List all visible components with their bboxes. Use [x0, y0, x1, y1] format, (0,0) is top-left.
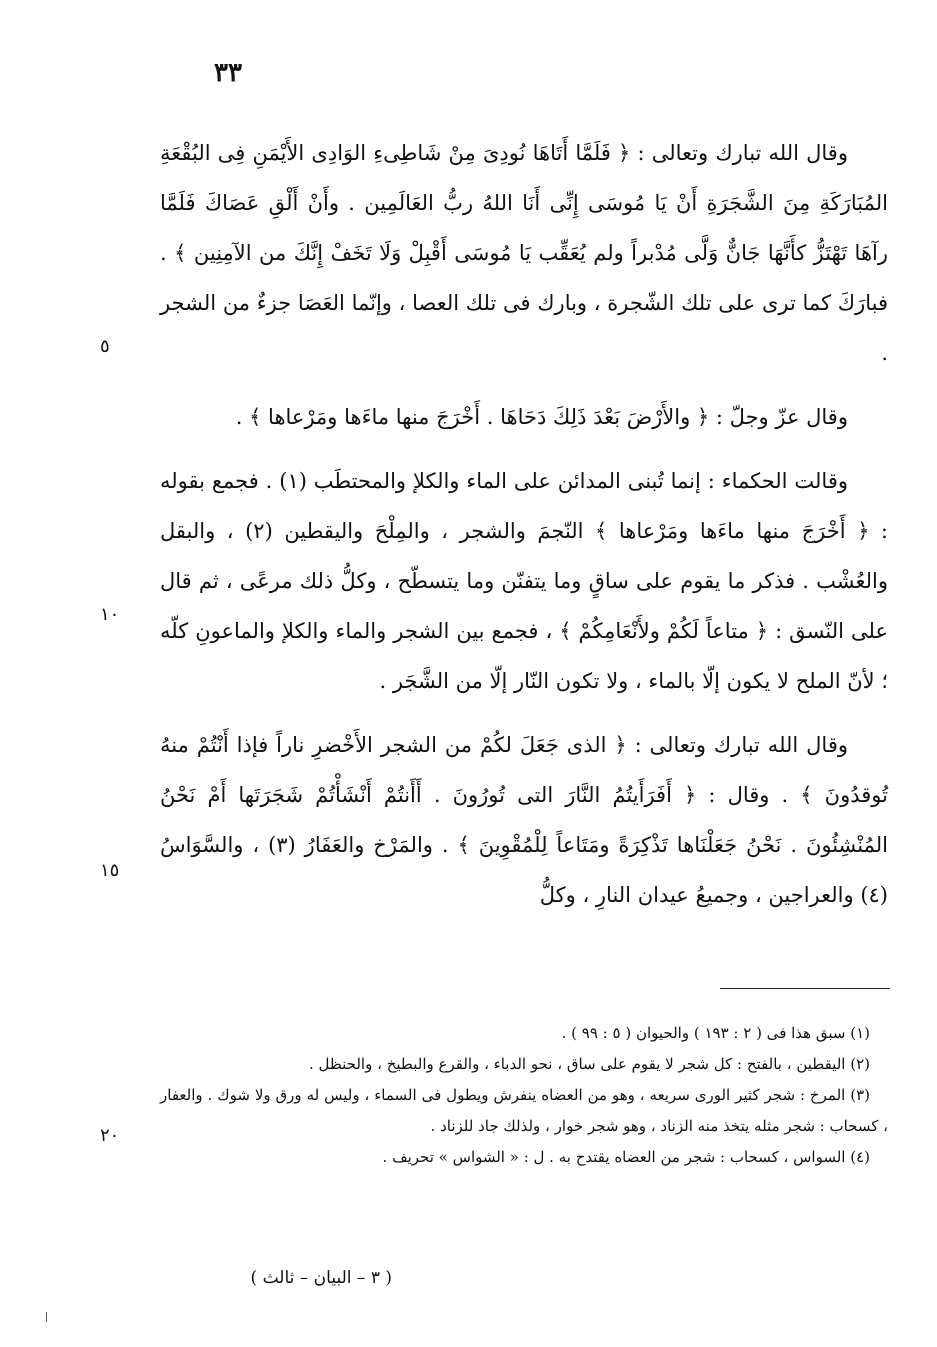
- footnote-separator: [720, 988, 890, 989]
- paragraph: وقال عزّ وجلّ : ﴿ والأَرْضَ بَعْدَ ذَلِكَ دَحَاهَا . أَخْرَجَ منها ماءَها ومَرْعاها ﴾ .: [235, 405, 848, 429]
- line-number-marker: ٢٠: [100, 1125, 120, 1146]
- main-text: [160, 128, 888, 920]
- paragraph: وقال الله تبارك وتعالى : ﴿ فَلَمَّا أَتَاهَا نُودِىَ مِنْ شَاطِىءِ الوَادِى الأَيْمَنِ فِى البُقْعَةِ المُبَارَكَةِ مِنَ الشَّجَرَةِ أَنْ يَا مُوسَى إِنِّى أَنَا اللهُ ربُّ العَالَمِين . وأَنْ أَلْقِ عَصَاكَ فَلَمَّا رآهَا تَهْتَزُّ كأَنَّهَا جَانٌّ وَلَّى مُدْبراً ولم يُعَقِّب يَا مُوسَى أَقْبِلْ وَلَا تَخَفْ إِنَّكَ من الآمِنِين ﴾ . فبارَكَ كما ترى على تلك الشّجرة ، وبارك فى تلك العصا ، وإنّما العَصَا جزءٌ من الشجر .: [160, 141, 888, 365]
- footnote: (٣) المرخ : شجر كثير الورى سريعه ، وهو من العضاه ينفرش ويطول فى السماء ، وليس له ورق ولا شوك . والعفار ، كسحاب : شجر مثله يتخذ منه الزناد ، وهو شجر خوار ، ولذلك جاد للزناد .: [160, 1086, 888, 1135]
- footnotes: [160, 1018, 888, 1173]
- footnote: (٢) اليقطين ، بالفتح : كل شجر لا يقوم على ساق ، نحو الدباء ، والقرع والبطيخ ، والحنظل .: [308, 1055, 870, 1073]
- footnote: (٤) السواس ، كسحاب : شجر من العضاه يقتدح به . ل : « الشواس » تحريف .: [382, 1148, 870, 1166]
- line-number-marker: ١٥: [100, 860, 120, 881]
- footnote: (١) سبق هذا فى ( ٢ : ١٩٣ ) والحيوان ( ٥ : ٩٩ ) .: [561, 1024, 870, 1042]
- line-number-marker: ١٠: [100, 604, 120, 625]
- signature-mark: ( ٣ – البيان – ثالث ): [250, 1268, 392, 1288]
- line-number-marker: ٥: [100, 336, 110, 357]
- page-number: ٣٣: [214, 58, 242, 88]
- scan-artifact: [46, 1312, 47, 1322]
- paragraph: وقال الله تبارك وتعالى : ﴿ الذى جَعَلَ لكُمْ من الشجر الأَخْضرِ ناراً فإذا أَنْتُمْ منهُ تُوقدُونَ ﴾ . وقال : ﴿ أَفَرَأَيتُمُ النَّارَ التى تُورُونَ . أَأَنتُمْ أَنْشَأْتُمْ شَجَرَتَها أَمْ نَحْنُ المُنْشِئُونَ . نَحْنُ جَعَلْنَاها تَذْكِرَةً ومَتَاعاً لِلْمُقْوِينَ ﴾ . والمَرْخ والعَفَارُ (٣) ، والسَّوَاسُ (٤) والعراجين ، وجميعُ عيدان النارِ ، وكلُّ: [160, 733, 888, 907]
- paragraph: وقالت الحكماء : إنما تُبنى المدائن على الماء والكلإ والمحتطَب (١) . فجمع بقوله : ﴿ أَخْرَجَ منها ماءَها ومَرْعاها ﴾ النّجمَ والشجر ، والمِلْحَ واليقطين (٢) ، والبقل والعُشْب . فذكر ما يقوم على ساقٍ وما يتفنّن وما يتسطّح ، وكلُّ ذلك مرعًى ، ثم قال على النّسق : ﴿ متاعاً لَكُمْ ولأَنْعَامِكُمْ ﴾ ، فجمع بين الشجر والماء والكلإ والماعونِ كلّه ؛ لأنّ الملح لا يكون إلّا بالماء ، ولا تكون النّار إلّا من الشَّجَر .: [160, 469, 888, 693]
